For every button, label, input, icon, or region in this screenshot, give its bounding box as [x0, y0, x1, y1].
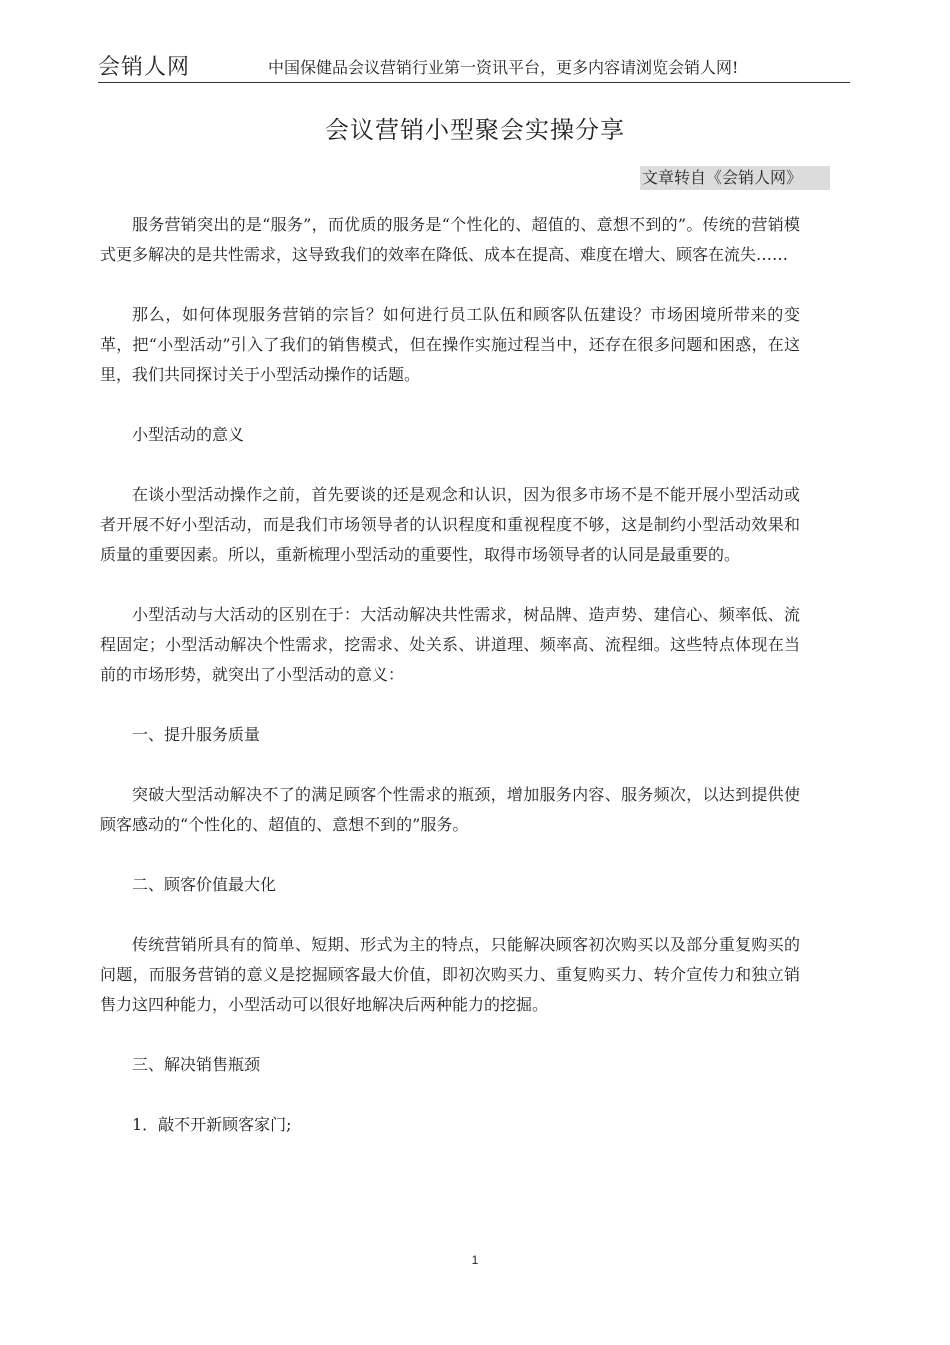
page-number: 1 [471, 1253, 479, 1267]
paragraph-service-quality: 突破大型活动解决不了的满足顾客个性需求的瓶颈，增加服务内容、服务频次，以达到提供使顾客感动的“个性化的、超值的、意想不到的”服务。 [100, 785, 800, 834]
section-heading-meaning: 小型活动的意义 [132, 425, 245, 444]
page-header [98, 48, 850, 83]
paragraph-intro: 服务营销突出的是“服务”，而优质的服务是“个性化的、超值的、意想不到的”。传统的营销模式更多解决的是共性需求，这导致我们的效率在降低、成本在提高、难度在增大、顾客在流失…… [100, 215, 800, 264]
paragraph-difference: 小型活动与大活动的区别在于：大活动解决共性需求，树品牌、造声势、建信心、频率低、流程固定；小型活动解决个性需求，挖需求、处关系、讲道理、频率高、流程细。这些特点体现在当前的市场形势，就突出了小型活动的意义： [100, 605, 800, 684]
brand-name: 会销人网 [98, 55, 191, 80]
article-title: 会议营销小型聚会实操分享 [325, 116, 625, 144]
paragraph-customer-value: 传统营销所具有的简单、短期、形式为主的特点，只能解决顾客初次购买以及部分重复购买的问题，而服务营销的意义是挖掘顾客最大价值，即初次购买力、重复购买力、转介宣传力和独立销售力这四种能力，小型活动可以很好地解决后两种能力的挖掘。 [100, 935, 800, 1014]
article-body [100, 210, 800, 1170]
heading-customer-value: 二、顾客价值最大化 [132, 875, 277, 894]
source-note: 文章转自《会销人网》 [640, 166, 830, 190]
list-item-1: 1．敲不开新顾客家门; [132, 1115, 292, 1134]
heading-sales-bottleneck: 三、解决销售瓶颈 [132, 1055, 261, 1074]
paragraph-question: 那么，如何体现服务营销的宗旨？如何进行员工队伍和顾客队伍建设？市场困境所带来的变革，把“小型活动”引入了我们的销售模式，但在操作实施过程当中，还存在很多问题和困惑，在这里，我们共同探讨关于小型活动操作的话题。 [100, 305, 800, 384]
heading-service-quality: 一、提升服务质量 [132, 725, 261, 744]
paragraph-concept: 在谈小型活动操作之前，首先要谈的还是观念和认识，因为很多市场不是不能开展小型活动或者开展不好小型活动，而是我们市场领导者的认识程度和重视程度不够，这是制约小型活动效果和质量的重要因素。所以，重新梳理小型活动的重要性，取得市场领导者的认同是最重要的。 [100, 485, 800, 564]
header-tagline: 中国保健品会议营销行业第一资讯平台，更多内容请浏览会销人网! [268, 58, 739, 77]
